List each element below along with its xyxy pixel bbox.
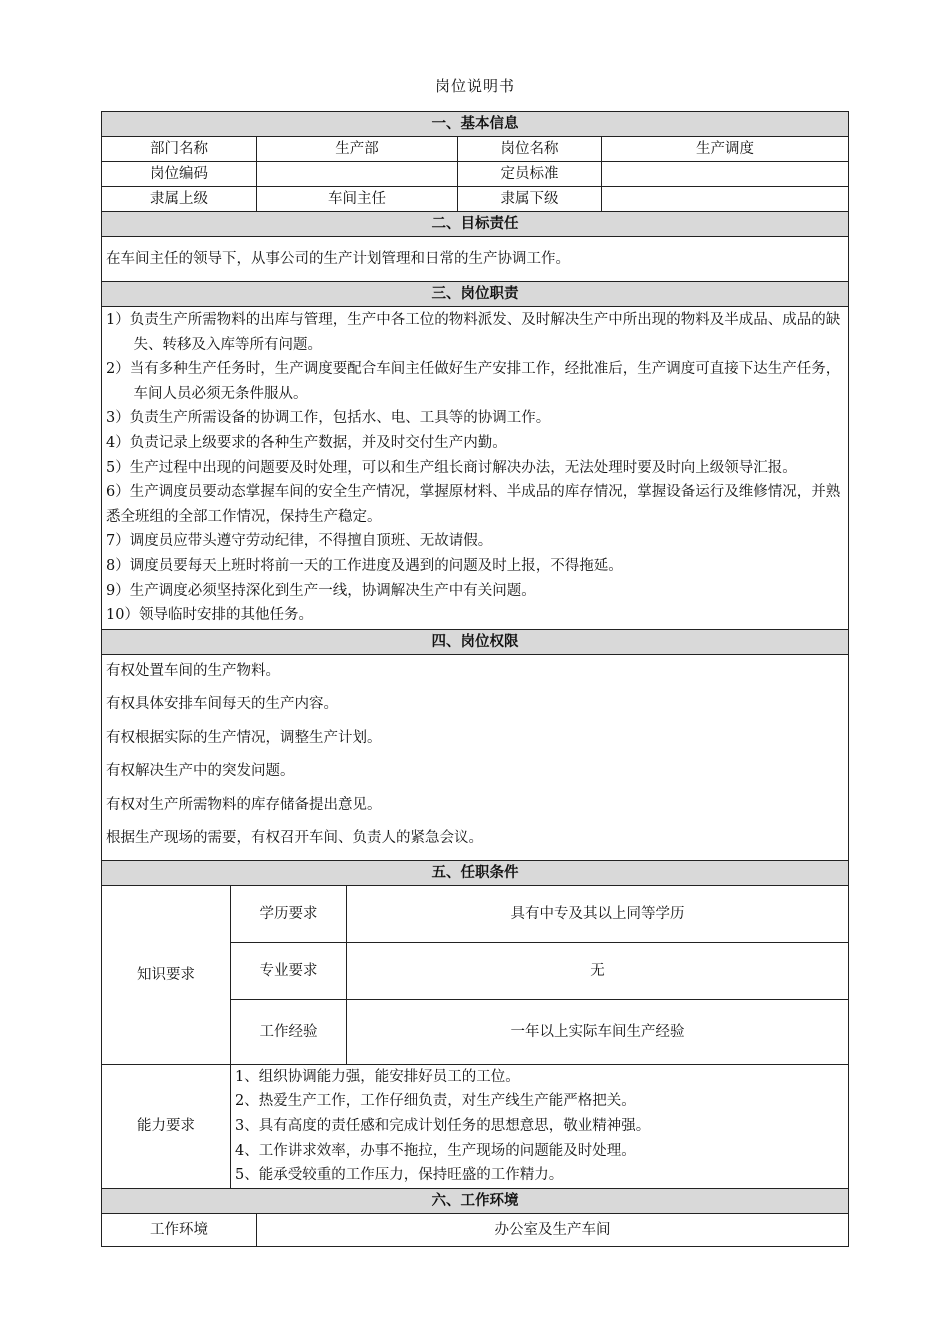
goal-text: 在车间主任的领导下，从事公司的生产计划管理和日常的生产协调工作。 <box>102 237 849 282</box>
quota-value <box>602 162 849 187</box>
authority-item: 有权处置车间的生产物料。 <box>106 662 280 679</box>
ability-list <box>231 1064 849 1188</box>
ability-item: 5、能承受较重的工作压力，保持旺盛的工作精力。 <box>235 1167 564 1184</box>
knowledge-label: 知识要求 <box>102 885 231 1064</box>
superior-label: 隶属上级 <box>102 187 257 212</box>
duty-item: 5）生产过程中出现的问题要及时处理，可以和生产组长商讨解决办法，无法处理时要及时向上级领导汇报。 <box>106 459 797 476</box>
duty-item: 6）生产调度员要动态掌握车间的安全生产情况，掌握原材料、半成品的库存情况，掌握设备运行及维修情况，并熟悉全班组的全部工作情况，保持生产稳定。 <box>106 484 841 525</box>
environment-label: 工作环境 <box>102 1213 257 1246</box>
post-value: 生产调度 <box>602 137 849 162</box>
post-label: 岗位名称 <box>458 137 602 162</box>
authority-item: 有权根据实际的生产情况，调整生产计划。 <box>106 729 382 746</box>
authority-item: 有权解决生产中的突发问题。 <box>106 763 295 780</box>
duty-item: 1）负责生产所需物料的出库与管理，生产中各工位的物料派发、及时解决生产中所出现的物料及半成品、成品的缺失、转移及入库等所有问题。 <box>106 312 841 353</box>
code-label: 岗位编码 <box>102 162 257 187</box>
authority-item: 根据生产现场的需要，有权召开车间、负责人的紧急会议。 <box>106 830 483 847</box>
ability-item: 3、具有高度的责任感和完成计划任务的思想意思，敬业精神强。 <box>235 1117 651 1134</box>
duty-item: 7）调度员应带头遵守劳动纪律，不得擅自顶班、无故请假。 <box>106 533 493 550</box>
duty-item: 3）负责生产所需设备的协调工作，包括水、电、工具等的协调工作。 <box>106 410 551 427</box>
section-basic-info: 一、基本信息 <box>102 112 849 137</box>
quota-label: 定员标准 <box>458 162 602 187</box>
major-value: 无 <box>347 942 849 999</box>
section-duties: 三、岗位职责 <box>102 282 849 307</box>
experience-value: 一年以上实际车间生产经验 <box>347 999 849 1064</box>
authority-item: 有权对生产所需物料的库存储备提出意见。 <box>106 796 382 813</box>
ability-item: 1、组织协调能力强，能安排好员工的工位。 <box>235 1068 520 1085</box>
document-title: 岗位说明书 <box>434 77 515 95</box>
superior-value: 车间主任 <box>257 187 458 212</box>
ability-label: 能力要求 <box>102 1064 231 1188</box>
duty-item: 2）当有多种生产任务时，生产调度要配合车间主任做好生产安排工作，经批准后，生产调度可直接下达生产任务，车间人员必须无条件服从。 <box>106 361 841 402</box>
job-description-table <box>101 111 849 1247</box>
dept-label: 部门名称 <box>102 137 257 162</box>
ability-item: 2、热爱生产工作，工作仔细负责，对生产线生产能严格把关。 <box>235 1093 636 1110</box>
duty-item: 4）负责记录上级要求的各种生产数据，并及时交付生产内勤。 <box>106 434 507 451</box>
subordinate-value <box>602 187 849 212</box>
experience-label: 工作经验 <box>231 999 347 1064</box>
education-label: 学历要求 <box>231 885 347 942</box>
section-qualifications: 五、任职条件 <box>102 860 849 885</box>
authority-list <box>102 654 849 860</box>
duties-list <box>102 307 849 630</box>
subordinate-label: 隶属下级 <box>458 187 602 212</box>
ability-item: 4、工作讲求效率，办事不拖拉，生产现场的问题能及时处理。 <box>235 1142 636 1159</box>
major-label: 专业要求 <box>231 942 347 999</box>
section-goal: 二、目标责任 <box>102 212 849 237</box>
section-authority: 四、岗位权限 <box>102 629 849 654</box>
code-value <box>257 162 458 187</box>
authority-item: 有权具体安排车间每天的生产内容。 <box>106 696 338 713</box>
duty-item: 8）调度员要每天上班时将前一天的工作进度及遇到的问题及时上报，不得拖延。 <box>106 557 623 574</box>
education-value: 具有中专及其以上同等学历 <box>347 885 849 942</box>
environment-value: 办公室及生产车间 <box>257 1213 849 1246</box>
section-environment: 六、工作环境 <box>102 1188 849 1213</box>
duty-item: 10）领导临时安排的其他任务。 <box>106 607 313 624</box>
dept-value: 生产部 <box>257 137 458 162</box>
duty-item: 9）生产调度必须坚持深化到生产一线，协调解决生产中有关问题。 <box>106 582 536 599</box>
